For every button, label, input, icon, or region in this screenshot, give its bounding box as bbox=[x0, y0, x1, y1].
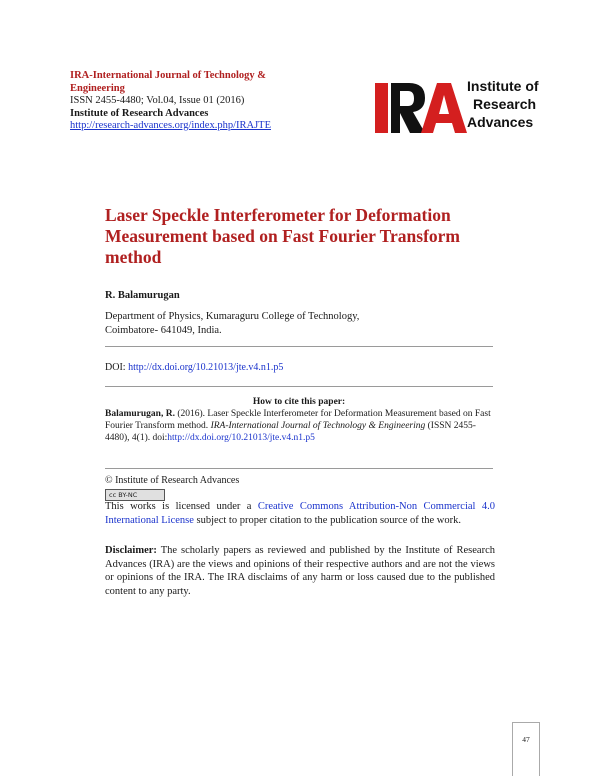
citation-text-part1: (2016). Laser Speckle Interferometer for Deformation Measurement based on Fast Fourier Transform method. bbox=[105, 409, 491, 431]
page-number: 47 bbox=[522, 735, 530, 744]
page-number-box bbox=[512, 722, 540, 776]
divider-top bbox=[105, 346, 493, 347]
author-affiliation bbox=[105, 310, 505, 338]
author-name: R. Balamurugan bbox=[105, 290, 180, 301]
journal-url-link[interactable]: http://research-advances.org/index.php/IRAJTE bbox=[70, 120, 271, 131]
paper-title: Laser Speckle Interferometer for Deformation Measurement based on Fast Fourier Transform method bbox=[105, 205, 460, 267]
citation-box bbox=[105, 396, 493, 444]
citation-text bbox=[105, 408, 493, 444]
citation-journal: IRA-International Journal of Technology & Engineering bbox=[210, 421, 426, 431]
issn-line: ISSN 2455-4480; Vol.04, Issue 01 (2016) bbox=[70, 95, 245, 106]
affiliation-line1: Department of Physics, Kumaraguru College of Technology, bbox=[105, 311, 360, 322]
journal-header bbox=[70, 70, 320, 133]
ira-logo bbox=[375, 77, 555, 137]
citation-heading: How to cite this paper: bbox=[252, 397, 346, 407]
logo-text-line1: Institute of bbox=[467, 78, 539, 94]
cc-badge-text: cc BY-NC bbox=[109, 491, 138, 499]
disclaimer-label: Disclaimer: bbox=[105, 545, 157, 556]
license-text-after: subject to proper citation to the publication source of the work. bbox=[193, 514, 462, 526]
divider-citation bbox=[105, 468, 493, 469]
institute-name: Institute of Research Advances bbox=[70, 107, 209, 119]
citation-doi-link[interactable]: http://dx.doi.org/10.21013/jte.v4.n1.p5 bbox=[167, 433, 315, 443]
disclaimer bbox=[105, 544, 495, 598]
doi-label: DOI: bbox=[105, 362, 126, 373]
ira-logo-mark bbox=[375, 77, 467, 137]
logo-text-line3: Advances bbox=[467, 114, 534, 130]
citation-author: Balamurugan, R. bbox=[105, 409, 175, 419]
citation-text-part2: (ISSN 2455-4480), 4(1). doi: bbox=[105, 421, 476, 443]
journal-name: IRA-International Journal of Technology & Engineering bbox=[70, 70, 267, 94]
license-text bbox=[105, 500, 495, 527]
copyright-line: © Institute of Research Advances bbox=[105, 475, 240, 486]
affiliation-line2: Coimbatore- 641049, India. bbox=[105, 325, 222, 336]
ira-logo-text bbox=[467, 77, 539, 131]
license-text-before: This works is licensed under a bbox=[105, 501, 258, 512]
doi-line bbox=[105, 362, 283, 373]
disclaimer-text: The scholarly papers as reviewed and published by the Institute of Research Advances (IRA) are the views and opinions of their respective authors and are not the views or opinions of the IRA. The IRA disclaims of any harm or loss caused due to the published content to any party. bbox=[105, 545, 495, 597]
logo-text-line2: Research bbox=[473, 96, 537, 112]
license-link[interactable]: Creative Commons Attribution-Non Commercial 4.0 International License bbox=[105, 501, 495, 526]
doi-link[interactable]: http://dx.doi.org/10.21013/jte.v4.n1.p5 bbox=[128, 362, 284, 373]
divider-doi bbox=[105, 386, 493, 387]
